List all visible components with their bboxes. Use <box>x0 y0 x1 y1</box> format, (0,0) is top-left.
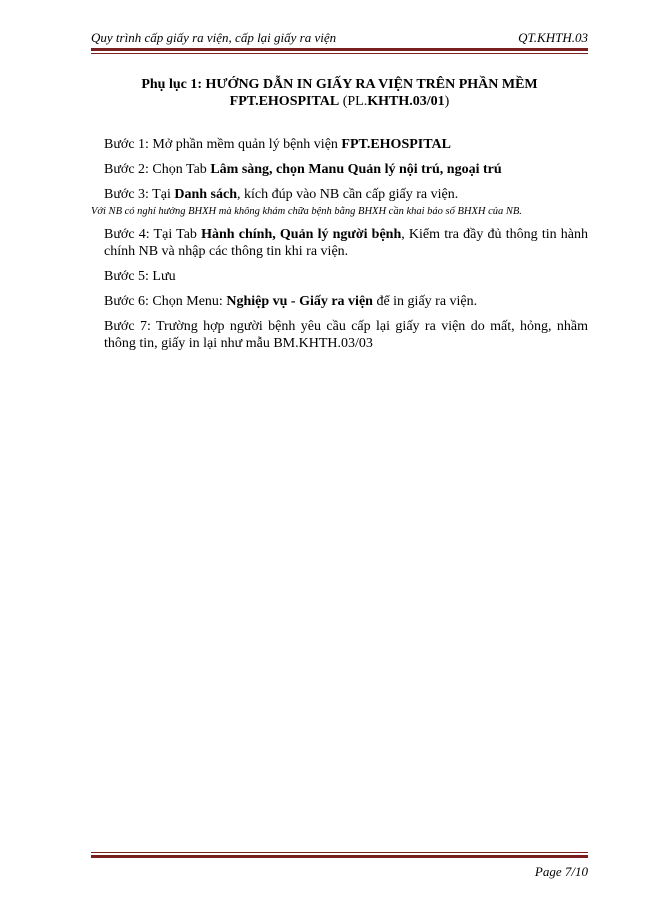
step-6 <box>104 293 588 310</box>
header-rule-thin <box>91 53 588 54</box>
step-4-text: Bước 4: Tại Tab <box>104 227 202 242</box>
step-4 <box>104 226 588 260</box>
page-number: Page 7/10 <box>534 864 588 879</box>
step-7: Bước 7: Trường hợp người bệnh yêu cầu cấp lại giấy ra viện do mất, hỏng, nhầm thông tin, giấy in lại như mẫu BM.KHTH.03/03 <box>104 319 588 351</box>
footer-rule-thin <box>91 852 588 853</box>
step-2-text: Bước 2: Chọn Tab <box>104 162 211 177</box>
step-4-text-end: , Kiểm tra đầy đủ thông tin hành chính NB và nhập các thông tin khi ra viện. <box>104 227 588 259</box>
step-6-text-end: để in giấy ra viện. <box>372 294 478 309</box>
title-paren-open: (PL. <box>339 94 368 109</box>
bhxh-note: Với NB có nghỉ hưởng BHXH mà không khám chữa bệnh bằng BHXH cần khai báo số BHXH của NB. <box>91 206 522 217</box>
step-1-text: Bước 1: Mở phần mềm quản lý bệnh viện <box>104 137 342 152</box>
title-line-1: Phụ lục 1: HƯỚNG DẪN IN GIẤY RA VIỆN TRÊN PHẦN MỀM <box>141 77 538 92</box>
title-line-2 <box>91 93 588 110</box>
steps-content <box>91 136 588 360</box>
step-3 <box>104 186 588 203</box>
step-2-bold: Lâm sàng, chọn Manu Quản lý nội trú, ngoại trú <box>210 162 502 177</box>
step-6-text: Bước 6: Chọn Menu: <box>104 294 227 309</box>
step-3-text-end: , kích đúp vào NB cần cấp giấy ra viện. <box>236 187 459 202</box>
step-2 <box>104 161 588 178</box>
step-5: Bước 5: Lưu <box>104 269 176 284</box>
step-3-bold: Danh sách <box>174 187 237 202</box>
step-1 <box>104 136 588 153</box>
header-rule-thick <box>91 48 588 51</box>
footer-rule-thick <box>91 855 588 858</box>
page-header <box>91 30 588 46</box>
step-4-bold: Hành chính, Quản lý người bệnh <box>201 227 402 242</box>
step-3-text: Bước 3: Tại <box>104 187 175 202</box>
step-1-bold: FPT.EHOSPITAL <box>341 137 451 152</box>
header-document-code: QT.KHTH.03 <box>518 30 588 45</box>
title-code: KHTH.03/01 <box>367 94 445 109</box>
header-document-title: Quy trình cấp giấy ra viện, cấp lại giấy ra viện <box>91 30 337 45</box>
appendix-title <box>91 76 588 110</box>
title-software-name: FPT.EHOSPITAL <box>229 94 340 109</box>
title-paren-close: ) <box>444 94 450 109</box>
step-6-bold: Nghiệp vụ - Giấy ra viện <box>226 294 373 309</box>
